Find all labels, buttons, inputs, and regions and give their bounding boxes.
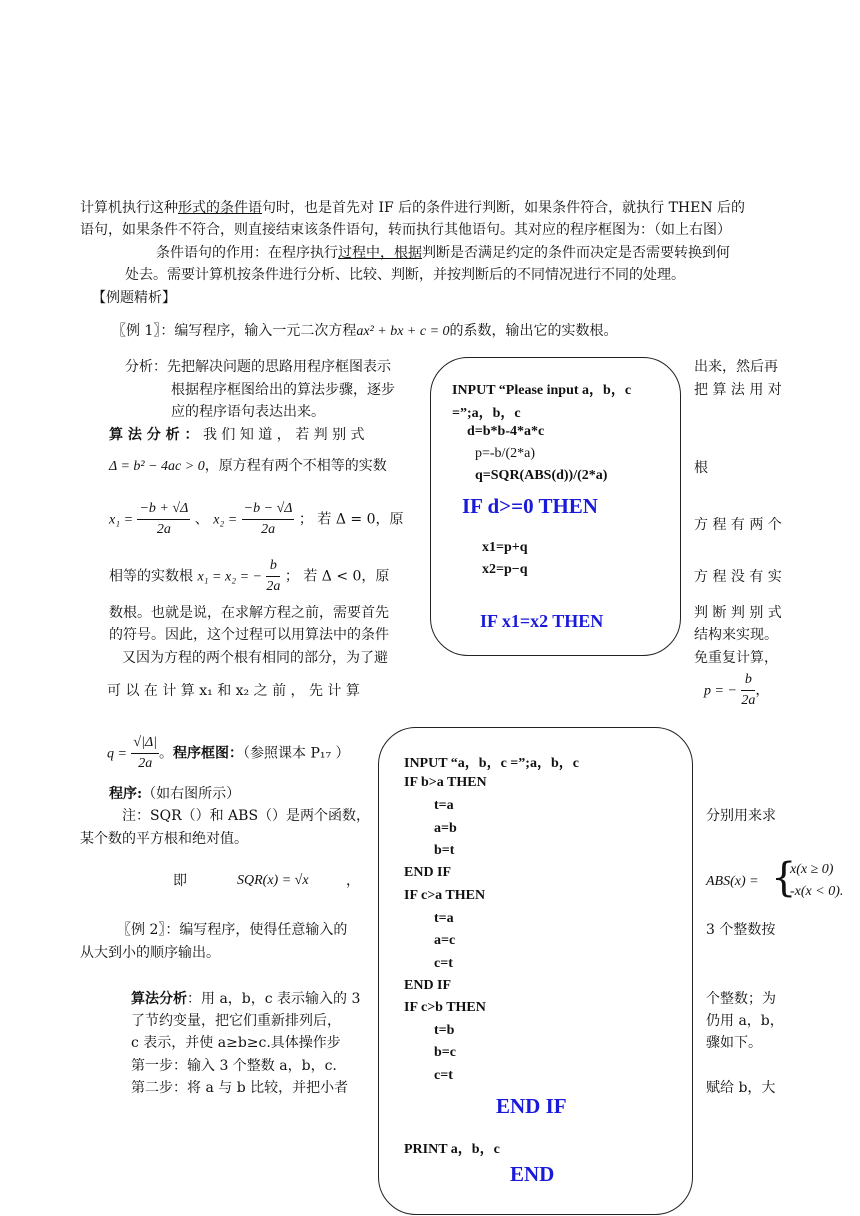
equal-roots-text: 相等的实数根 (109, 568, 193, 585)
code1-line: x2=p−q (482, 562, 528, 577)
example1-tail: 的系数，输出它的实数根。 (449, 323, 618, 339)
x2-denominator: 2a (261, 522, 276, 537)
analysis-l3: 应的程序语句表达出来。 (171, 404, 325, 420)
code1-line: INPUT “Please input a，b，c (452, 383, 632, 398)
code2-line: END IF (404, 865, 452, 880)
analysis-r2: 把 算 法 用 对 (694, 382, 782, 398)
alg-analysis-text: 我 们 知 道 ， 若 判 别 式 (202, 427, 365, 443)
para1-line1 (80, 198, 745, 218)
example2-line: 〖例 2〗：编写程序，使得任意输入的 (117, 922, 348, 938)
code1-line: IF x1=x2 THEN (480, 611, 604, 631)
root-r: 根 (694, 460, 708, 476)
flowchart-ref: （参照课本 P₁₇ ） (243, 745, 350, 762)
sqr-comma: ， (346, 873, 360, 889)
code2-line: c=t (434, 956, 453, 971)
b-numerator: b (266, 556, 280, 577)
alg2-r5: 赋给 b，大 (706, 1080, 776, 1096)
program-line (109, 784, 240, 804)
x2-lhs: x₂ = (213, 512, 238, 528)
para2-line1 (156, 243, 730, 263)
x1-denominator: 2a (156, 522, 171, 537)
note-line2: 某个数的平方根和绝对值。 (80, 831, 248, 847)
para1-line2: 语句，如果条件不符合，则直接结束该条件语句，转而执行其他语句。其对应的程序框图为：（如上右图） (80, 222, 731, 238)
code2-line: IF c>a THEN (404, 888, 486, 903)
p-fraction (741, 670, 755, 711)
code2-line: END (510, 1162, 555, 1186)
code2-line: END IF (404, 978, 452, 993)
program-ref: （如右图所示） (142, 786, 241, 802)
b-denominator: 2a (266, 579, 281, 594)
alg2-line4: 第一步：输入 3 个整数 a，b，c. (131, 1058, 337, 1074)
p-lhs: p = − (704, 683, 737, 699)
no-roots-r: 方 程 没 有 实 (694, 569, 782, 585)
b-over-2a (266, 556, 280, 597)
code2-line: INPUT “a，b，c =”;a，b，c (404, 756, 579, 771)
flowchart-label: 程序框图： (173, 745, 244, 762)
code1-line: =”;a，b，c (452, 406, 521, 421)
code1-line: p=-b/(2*a) (475, 446, 535, 461)
code2-line: b=c (434, 1045, 456, 1060)
x2-fraction (242, 499, 295, 540)
x1-lhs: x₁ = (109, 512, 134, 528)
q-formula-line (107, 733, 350, 774)
analysis-r1: 出来，然后再 (694, 359, 778, 375)
example1-equation: ax² + bx + c = 0 (356, 324, 450, 339)
alg-analysis-line (109, 425, 365, 445)
struct-r: 结构来实现。 (694, 627, 778, 643)
x1-numerator: −b + √Δ (137, 499, 190, 520)
alg2-label: 算法分析 (131, 991, 187, 1007)
para1-text-a: 计算机执行这种 (80, 200, 178, 216)
para2-underlined: 过程中，根据 (338, 245, 422, 261)
abs-lhs: ABS(x) = (706, 874, 759, 889)
note-r: 分别用来求 (706, 808, 776, 824)
sign-text: 的符号。因此，这个过程可以用算法中的条件 (109, 627, 389, 643)
note-line: 注：SQR（）和 ABS（）是两个函数， (122, 808, 371, 824)
code1-line: d=b*b-4*a*c (467, 424, 545, 439)
brace-icon: { (771, 855, 797, 901)
para1-text-b: 句时，也是首先对 IF 后的条件进行判断，如果条件符合，就执行 THEN 后的 (262, 200, 746, 216)
q-lhs: q = (107, 746, 127, 762)
avoid-r: 免重复计算， (694, 650, 778, 666)
before-text: 可 以 在 计 算 x₁ 和 x₂ 之 前 ， 先 计 算 (107, 683, 360, 699)
code2-line: t=b (434, 1023, 455, 1038)
program-label: 程序: (109, 786, 143, 802)
code2-line: t=a (434, 798, 454, 813)
code2-line: PRINT a，b，c (404, 1142, 500, 1157)
example2-r: 3 个整数按 (706, 922, 776, 938)
ji-text: 即 (173, 873, 187, 889)
para2-line2: 处去。需要计算机按条件进行分析、比较、判断，并按判断后的不同情况进行不同的处理。 (125, 267, 685, 283)
code1-line: q=SQR(ABS(d))/(2*a) (475, 468, 608, 483)
roots-formula (109, 499, 403, 540)
para2-text-b: 判断是否满足约定的条件而决定是否需要转换到何 (422, 245, 730, 261)
roots-text: 数根。也就是说，在求解方程之前，需要首先 (109, 605, 389, 621)
sqr-equation: SQR(x) = √x (237, 873, 309, 888)
para1-underlined: 形式的条件语 (178, 200, 262, 216)
code1-line: IF d>=0 THEN (462, 494, 598, 518)
x12-lhs: x₁ = x₂ = − (197, 569, 262, 585)
code2-line: t=a (434, 911, 454, 926)
q-numerator: √|Δ| (131, 733, 159, 754)
q-tail: 。 (159, 745, 174, 762)
alg2-r2: 仍用 a，b， (706, 1013, 784, 1029)
para2-text-a: 条件语句的作用：在程序执行 (156, 245, 338, 261)
analysis-l1: 分析：先把解决问题的思路用程序框图表示 (125, 359, 391, 375)
code2-line: b=t (434, 843, 455, 858)
discriminant-text: ，原方程有两个不相等的实数 (204, 458, 387, 474)
x1-fraction (137, 499, 190, 540)
code2-line: a=c (434, 933, 456, 948)
x2-numerator: −b − √Δ (242, 499, 295, 520)
example1-line (112, 321, 618, 342)
abs-case-2: -x(x < 0). (790, 884, 844, 899)
section-heading: 【例题精析】 (92, 290, 176, 306)
q-denominator: 2a (138, 756, 153, 771)
if-neg-text: ； 若 Δ < 0，原 (284, 568, 390, 585)
alg2-text: ：用 a，b，c 表示输入的 3 (187, 991, 361, 1007)
p-formula: p = − $\frac{b}{2a}$ ， (704, 670, 769, 711)
discriminant-eq: Δ = b² − 4ac > 0 (109, 459, 205, 474)
separator: 、 (194, 511, 209, 528)
alg-analysis-label: 算 法 分 析 ： (109, 427, 199, 443)
alg2-line1 (131, 989, 360, 1009)
equal-roots-line (109, 556, 389, 597)
code2-line: IF b>a THEN (404, 775, 487, 790)
code2-line: END IF (496, 1094, 567, 1118)
alg2-r1: 个整数；为 (706, 991, 776, 1007)
judge-r: 判 断 判 别 式 (694, 605, 782, 621)
alg2-r3: 骤如下。 (706, 1035, 762, 1051)
if-zero-text: ； 若 Δ = 0，原 (298, 511, 404, 528)
q-fraction (131, 733, 159, 774)
code2-line: IF c>b THEN (404, 1000, 486, 1015)
abs-case-1: x(x ≥ 0) (790, 862, 834, 877)
code1-line: x1=p+q (482, 540, 528, 555)
p-numerator: b (741, 670, 755, 691)
alg2-line3: c 表示，并使 a≥b≥c.具体操作步 (131, 1035, 341, 1051)
code2-line: a=b (434, 821, 457, 836)
analysis-l2: 根据程序框图给出的算法步骤，逐步 (171, 382, 395, 398)
p-denominator: 2a (741, 693, 756, 708)
code2-line: c=t (434, 1068, 453, 1083)
example2-line2: 从大到小的顺序输出。 (80, 945, 220, 961)
again-text: 又因为方程的两个根有相同的部分，为了避 (122, 650, 388, 666)
delta-line (109, 456, 387, 477)
alg2-line2: 了节约变量，把它们重新排列后， (131, 1013, 341, 1029)
two-roots-r: 方 程 有 两 个 (694, 517, 782, 533)
alg2-line5: 第二步：将 a 与 b 比较，并把小者 (131, 1080, 349, 1096)
example1-label: 〖例 1〗：编写程序，输入一元二次方程 (112, 323, 357, 339)
